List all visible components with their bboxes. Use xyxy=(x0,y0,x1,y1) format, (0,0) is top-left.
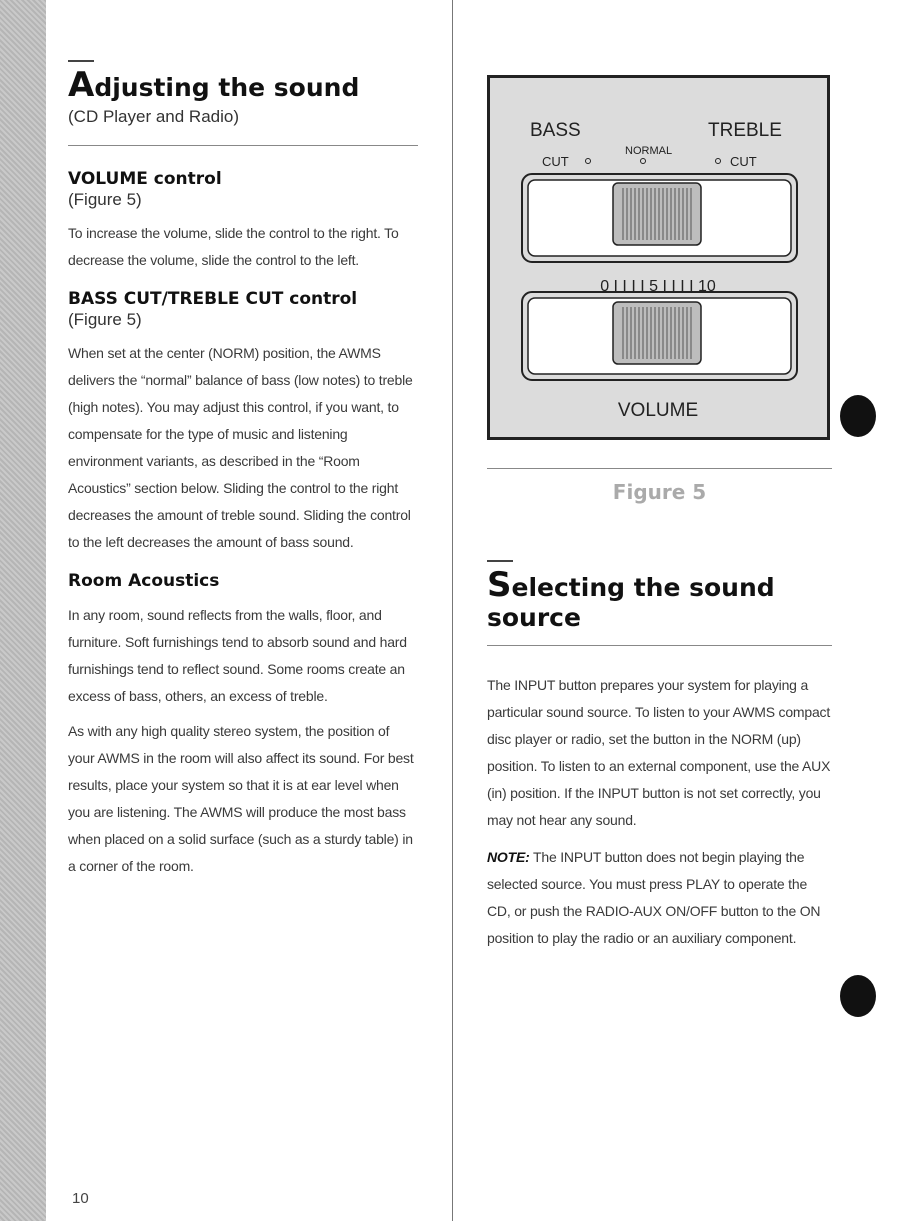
page-number: 10 xyxy=(72,1190,89,1207)
page-subtitle: (CD Player and Radio) xyxy=(68,107,240,126)
figure-caption: Figure 5 xyxy=(612,480,707,504)
normal-marker xyxy=(641,159,646,164)
cut-left-label: CUT xyxy=(542,154,569,169)
room-acoustics-body-1: In any room, sound reflects from the walls, floor, and furniture. Soft furnishings tend to absorb sound and hard furnishings tend to reflect sound. Some rooms create an excess of bass, others, an excess of treble. xyxy=(68,607,407,704)
volume-label: VOLUME xyxy=(617,400,699,421)
figure-rule xyxy=(487,468,832,469)
figure-5-drawing xyxy=(490,78,827,437)
normal-label: NORMAL xyxy=(625,145,673,157)
section-marker xyxy=(487,560,513,562)
section-rule xyxy=(487,645,832,646)
binding-edge xyxy=(0,0,46,1221)
input-body: The INPUT button prepares your system for playing a particular sound source. To listen to your AWMS compact disc player or radio, set the button in the NORM (up) position. To listen to an external component, use the AUX (in) position. If the INPUT button is not set correctly, you may not hear any sound. xyxy=(487,677,831,828)
bass-treble-heading: BASS CUT/TREBLE CUT control xyxy=(68,289,358,309)
bass-treble-slider[interactable] xyxy=(522,174,797,262)
binder-hole-upper xyxy=(840,395,876,437)
room-acoustics-heading: Room Acoustics xyxy=(68,571,220,591)
cut-right-marker xyxy=(716,159,721,164)
note-body: The INPUT button does not begin playing the selected source. You must press PLAY to operate the CD, or push the RADIO-AUX ON/OFF button to the ON position to play the radio or an auxiliary component. xyxy=(487,849,821,946)
volume-heading: VOLUME control xyxy=(68,169,222,189)
right-column xyxy=(487,560,832,954)
cut-right-label: CUT xyxy=(730,154,757,169)
bass-treble-section xyxy=(68,288,418,556)
title-rule xyxy=(68,145,418,146)
bass-treble-slider-knob[interactable] xyxy=(613,183,701,245)
volume-body: To increase the volume, slide the control to the right. To decrease the volume, slide the control to the left. xyxy=(68,225,399,268)
bass-treble-body: When set at the center (NORM) position, the AWMS delivers the “normal” balance of bass (low notes) to treble (high notes). You may adjust this control, if you want, to compensate for the type of music and listening environment variants, as described in the “Room Acoustics” section below. Sliding the control to the right decreases the amount of treble sound. Sliding the control to the left decreases the amount of bass sound. xyxy=(68,345,413,550)
volume-figure-ref: (Figure 5) xyxy=(68,190,142,209)
room-acoustics-section xyxy=(68,570,418,880)
note-label: NOTE: xyxy=(487,849,530,865)
left-column xyxy=(68,60,418,894)
note-paragraph xyxy=(487,844,832,952)
section-title: Selecting the sound source xyxy=(487,565,775,632)
figure-5-panel xyxy=(487,75,830,440)
bass-treble-figure-ref: (Figure 5) xyxy=(68,310,142,329)
page-gutter xyxy=(452,0,453,1221)
bass-label: BASS xyxy=(530,120,581,141)
page-title: Adjusting the sound xyxy=(68,65,360,105)
treble-label: TREBLE xyxy=(708,120,782,141)
binder-hole-lower xyxy=(840,975,876,1017)
title-marker xyxy=(68,60,94,62)
room-acoustics-body-2: As with any high quality stereo system, the position of your AWMS in the room will also affect its sound. For best results, place your system so that it is at ear level when you are listening. The AWMS will produce the most bass when placed on a solid surface (such as a sturdy table) in a corner of the room. xyxy=(68,723,414,874)
volume-slider[interactable] xyxy=(522,292,797,380)
cut-left-marker xyxy=(586,159,591,164)
volume-section xyxy=(68,168,418,274)
volume-slider-knob[interactable] xyxy=(613,302,701,364)
volume-scale: 0 I I I I 5 I I I I 10 xyxy=(600,278,716,295)
